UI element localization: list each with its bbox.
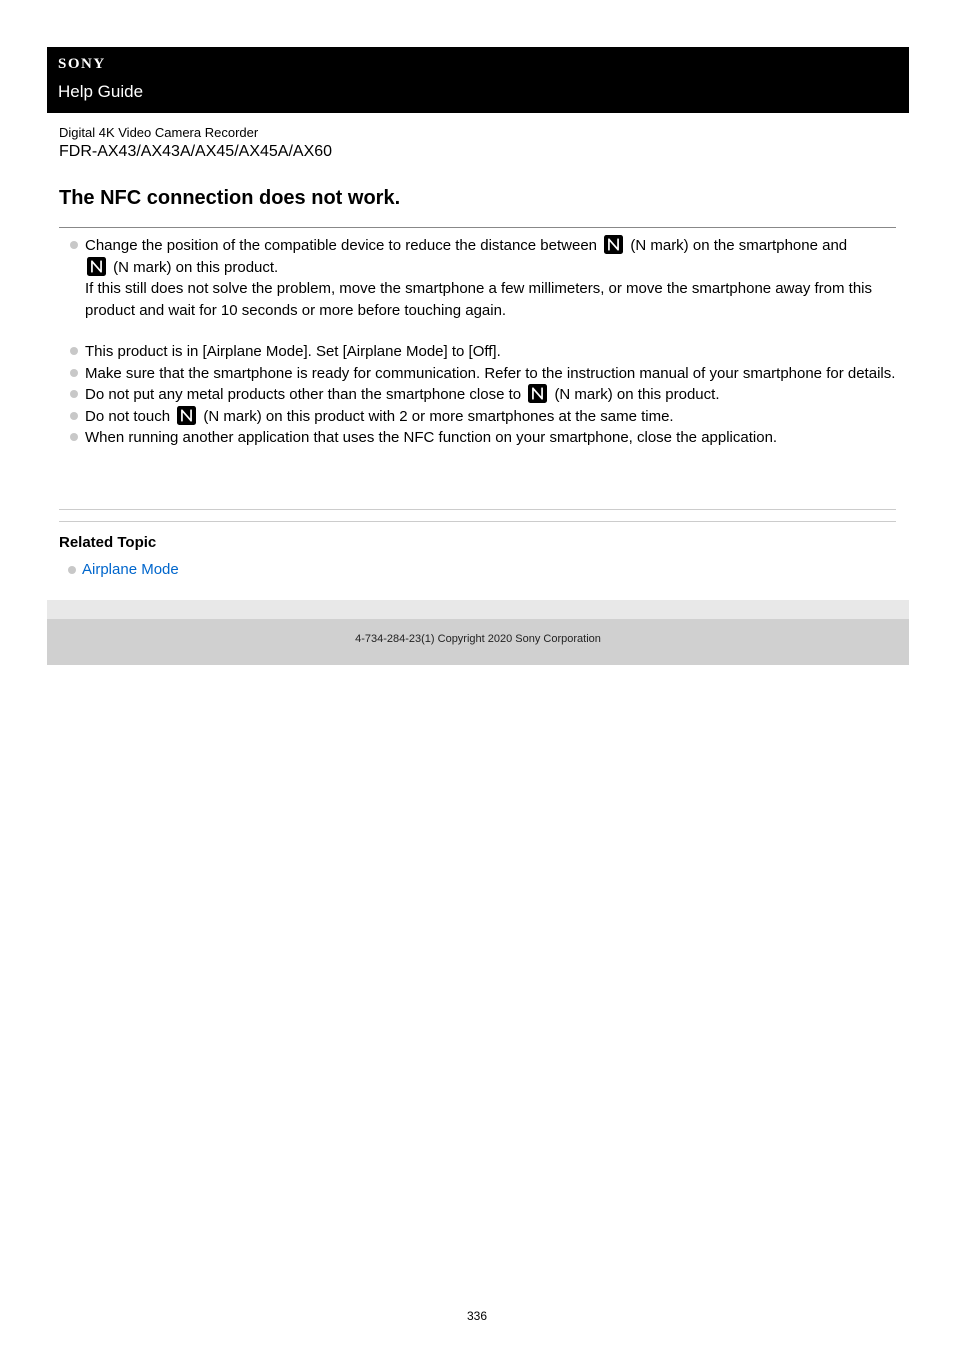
list-item-text: This product is in [Airplane Mode]. Set [Airplane Mode] to [Off]. [85, 343, 501, 360]
product-type: Digital 4K Video Camera Recorder [59, 125, 259, 140]
n-mark-icon [177, 406, 196, 425]
list-item [59, 363, 896, 385]
n-mark-icon [604, 235, 623, 254]
list-item-text: (N mark) on this product. [554, 386, 720, 403]
title-divider [59, 227, 896, 228]
airplane-mode-link[interactable]: Airplane Mode [82, 561, 179, 578]
bullet-dot-icon [70, 390, 78, 398]
list-item-text: Do not touch [85, 407, 171, 425]
bullet-dot-icon [70, 412, 78, 420]
list-item-text: (N mark) on this product. [113, 258, 279, 276]
sony-logo: SONY [58, 56, 106, 72]
bullet-dot-icon [70, 347, 78, 355]
list-item [59, 384, 896, 406]
list-item-text: Change the position of the compatible device to reduce the distance between [85, 237, 598, 254]
header-bar [47, 47, 909, 113]
bullet-dot-icon [70, 369, 78, 377]
bullet-dot-icon [68, 566, 76, 574]
list-item [59, 406, 896, 428]
related-topic-heading: Related Topic [59, 534, 157, 551]
list-item-text: (N mark) on the smartphone and [630, 237, 848, 254]
list-item-text: Do not put any metal products other than the smartphone close to [85, 386, 522, 403]
page-title: The NFC connection does not work. [59, 187, 401, 209]
list-item [59, 341, 896, 363]
list-item-text: Make sure that the smartphone is ready for communication. Refer to the instruction manual of your smartphone for details. [85, 364, 896, 382]
list-item-note: If this still does not solve the problem, move the smartphone a few millimeters, or move the smartphone away from this product and wait for 10 seconds or more before touching again. [85, 280, 873, 319]
n-mark-icon [528, 384, 547, 403]
troubleshooting-list [59, 235, 896, 449]
footer [47, 619, 909, 665]
n-mark-icon [87, 257, 106, 276]
help-guide-label: Help Guide [58, 82, 144, 101]
bullet-dot-icon [70, 433, 78, 441]
page-number: 336 [466, 1309, 488, 1323]
list-item-text: When running another application that uses the NFC function on your smartphone, close the application. [85, 429, 778, 446]
model-names: FDR-AX43/AX43A/AX45/AX45A/AX60 [59, 143, 333, 160]
list-item [59, 560, 179, 580]
section-divider [59, 521, 896, 522]
list-item-text: (N mark) on this product with 2 or more smartphones at the same time. [203, 407, 674, 425]
bullet-dot-icon [70, 241, 78, 249]
footer-band [47, 600, 909, 619]
section-divider [59, 509, 896, 510]
list-item [59, 235, 896, 321]
related-topic-list [59, 560, 179, 580]
copyright-text: 4-734-284-23(1) Copyright 2020 Sony Corporation [355, 633, 601, 645]
list-item [59, 427, 896, 449]
